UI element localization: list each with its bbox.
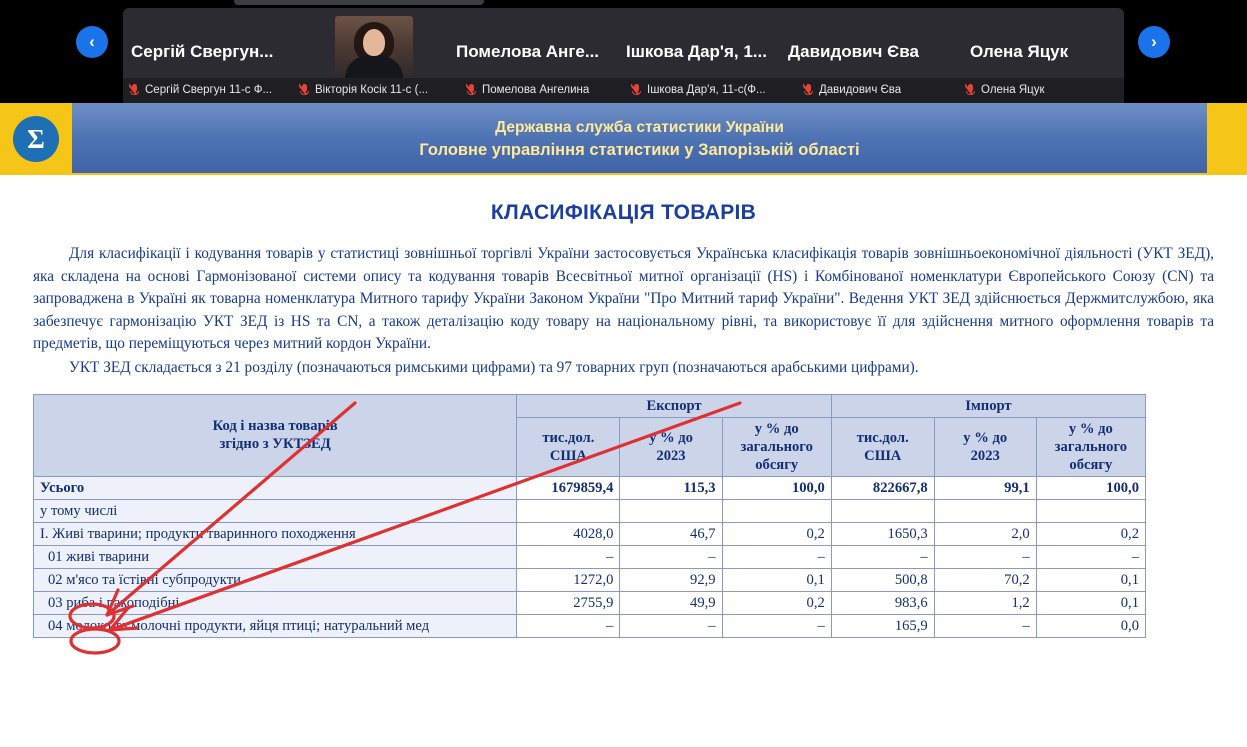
table-cell-value: 4028,0 — [517, 522, 620, 545]
table-cell-value: 100,0 — [1036, 476, 1145, 499]
table-cell-goods-name: 02 м'ясо та їстівні субпродукти — [34, 568, 517, 591]
table-cell-value — [934, 499, 1036, 522]
goods-classification-table — [33, 394, 1146, 638]
table-cell-value: – — [934, 614, 1036, 637]
table-cell-value: 0,0 — [1036, 614, 1145, 637]
participant-name-1: Сергій Свергун... — [131, 42, 274, 61]
column-header-export-thousand-usd: тис.дол. США — [517, 417, 620, 476]
column-group-export: Експорт — [517, 394, 831, 417]
statistics-service-logo-icon: Ʃ — [13, 116, 59, 162]
table-row — [34, 522, 1146, 545]
participant-tab-label-4: Ішкова Дар'я, 11-с(Ф... — [647, 84, 766, 96]
shared-document — [0, 103, 1247, 747]
table-cell-value: 822667,8 — [831, 476, 934, 499]
table-cell-value: 0,1 — [1036, 591, 1145, 614]
table-cell-value: 1272,0 — [517, 568, 620, 591]
table-row — [34, 545, 1146, 568]
participant-name-6: Олена Яцук — [970, 42, 1069, 61]
table-cell-value: – — [934, 545, 1036, 568]
microphone-muted-icon — [965, 83, 976, 97]
table-cell-goods-name: I. Живі тварини; продукти тваринного походження — [34, 522, 517, 545]
microphone-muted-icon — [631, 83, 642, 97]
table-cell-goods-name: 03 риба і ракоподібні — [34, 591, 517, 614]
column-header-export-pct-prev-year: у % до 2023 — [620, 417, 722, 476]
microphone-muted-icon — [299, 83, 310, 97]
table-cell-value: 46,7 — [620, 522, 722, 545]
table-cell-value: 0,2 — [722, 591, 831, 614]
video-conference-bar — [0, 0, 1247, 103]
participant-name-5: Давидович Єва — [788, 42, 919, 61]
table-row — [34, 499, 1146, 522]
participant-tab-1[interactable] — [129, 80, 309, 100]
paragraph-1: Для класифікації і кодування товарів у статистиці зовнішньої торгівлі України застосовується Українська класифікація товарів зовнішньоекономічної діяльності (УКТ ЗЕД), яка складена на основі Гармонізованої системи опису та кодування товарів Всесвітньої митної організації (HS) і Комбінованої номенклатури Європейського Союзу (CN) та запроваджена в Україні як товарна номенклатура Митного тарифу України Законом України "Про Митний тариф України". Ведення УКТ ЗЕД здійснюється Держмитслужбою, яка забезпечує гармонізацію УКТ ЗЕД із HS та CN, а також деталізацію коду товару на національному рівні, та використовує її для здійснення митного оформлення товарів та предметів, що переміщуються через митний кордон України. — [33, 245, 1214, 353]
participant-tab-label-1: Сергій Свергун 11-с Ф... — [145, 84, 273, 96]
table-body — [34, 476, 1146, 637]
participant-tab-3[interactable] — [466, 80, 636, 100]
participant-name-row — [123, 8, 1124, 78]
table-cell-value: – — [517, 614, 620, 637]
table-cell-value: – — [722, 545, 831, 568]
microphone-muted-icon — [129, 83, 140, 97]
column-group-import: Імпорт — [831, 394, 1145, 417]
table-cell-value: – — [831, 545, 934, 568]
table-cell-value: 100,0 — [722, 476, 831, 499]
header-title-block — [72, 103, 1207, 175]
table-cell-goods-name: Усього — [34, 476, 517, 499]
table-cell-goods-name: 04 молоко та молочні продукти, яйця птиці; натуральний мед — [34, 614, 517, 637]
table-cell-value: 2755,9 — [517, 591, 620, 614]
table-cell-value: 0,1 — [1036, 568, 1145, 591]
table-cell-value: 500,8 — [831, 568, 934, 591]
table-cell-value: 0,2 — [722, 522, 831, 545]
participant-tab-5[interactable] — [803, 80, 968, 100]
participant-tab-6[interactable] — [965, 80, 1125, 100]
microphone-muted-icon — [466, 83, 477, 97]
column-header-import-thousand-usd: тис.дол. США — [831, 417, 934, 476]
previous-participants-button[interactable]: ‹ — [76, 26, 108, 58]
table-cell-goods-name: 01 живі тварини — [34, 545, 517, 568]
paragraph-2: УКТ ЗЕД складається з 21 розділу (позначаються римськими цифрами) та 97 товарних груп (позначаються арабськими цифрами). — [69, 358, 919, 376]
column-header-export-pct-total: у % до загального обсягу — [722, 417, 831, 476]
page-title: КЛАСИФІКАЦІЯ ТОВАРІВ — [490, 201, 757, 224]
table-cell-value: 115,3 — [620, 476, 722, 499]
participant-tab-label-5: Давидович Єва — [819, 84, 902, 96]
header-line-1: Державна служба статистики України — [495, 119, 784, 136]
table-cell-value: 2,0 — [934, 522, 1036, 545]
table-cell-value: – — [620, 614, 722, 637]
window-edge-sliver — [234, 0, 484, 5]
microphone-muted-icon — [803, 83, 814, 97]
column-header-import-pct-prev-year: у % до 2023 — [934, 417, 1036, 476]
table-cell-value: 1650,3 — [831, 522, 934, 545]
participant-name-3: Помелова Анге... — [456, 42, 600, 61]
table-cell-value: 0,2 — [1036, 522, 1145, 545]
table-row — [34, 476, 1146, 499]
table-cell-value — [1036, 499, 1145, 522]
participant-tab-2[interactable] — [299, 80, 474, 100]
table-header-row-1 — [34, 394, 1146, 417]
table-cell-value — [517, 499, 620, 522]
table-cell-value: 99,1 — [934, 476, 1036, 499]
table-cell-value: 1679859,4 — [517, 476, 620, 499]
participant-tab-label-2: Вікторія Косік 11-с (... — [315, 84, 429, 96]
table-cell-goods-name: у тому числі — [34, 499, 517, 522]
participant-tab-label-3: Помелова Ангелина — [482, 84, 590, 96]
table-cell-value: 1,2 — [934, 591, 1036, 614]
table-cell-value: 983,6 — [831, 591, 934, 614]
table-cell-value: – — [620, 545, 722, 568]
participant-tab-strip — [123, 78, 1124, 103]
table-cell-value: – — [1036, 545, 1145, 568]
table-cell-value: 49,9 — [620, 591, 722, 614]
table-cell-value: 92,9 — [620, 568, 722, 591]
table-cell-value — [831, 499, 934, 522]
header-logo-area — [0, 103, 72, 175]
table-row — [34, 568, 1146, 591]
next-participants-button[interactable]: › — [1138, 26, 1170, 58]
header-line-2: Головне управління статистики у Запорізькій області — [419, 141, 860, 159]
table-cell-value: – — [517, 545, 620, 568]
participant-tab-label-6: Олена Яцук — [981, 84, 1045, 96]
participant-tiles-container — [123, 8, 1124, 103]
table-cell-value — [620, 499, 722, 522]
table-row — [34, 614, 1146, 637]
column-header-import-pct-total: у % до загального обсягу — [1036, 417, 1145, 476]
header-right-accent — [1207, 103, 1247, 175]
table-cell-value: – — [722, 614, 831, 637]
document-header — [0, 103, 1247, 175]
table-cell-value — [722, 499, 831, 522]
table-row — [34, 591, 1146, 614]
document-body — [0, 175, 1247, 638]
table-cell-value: 0,1 — [722, 568, 831, 591]
participant-name-4: Ішкова Дар'я, 1... — [626, 42, 767, 61]
participant-tab-4[interactable] — [631, 80, 806, 100]
table-cell-value: 70,2 — [934, 568, 1036, 591]
column-header-goods-name: Код і назва товарів згідно з УКТЗЕД — [34, 394, 517, 476]
table-cell-value: 165,9 — [831, 614, 934, 637]
